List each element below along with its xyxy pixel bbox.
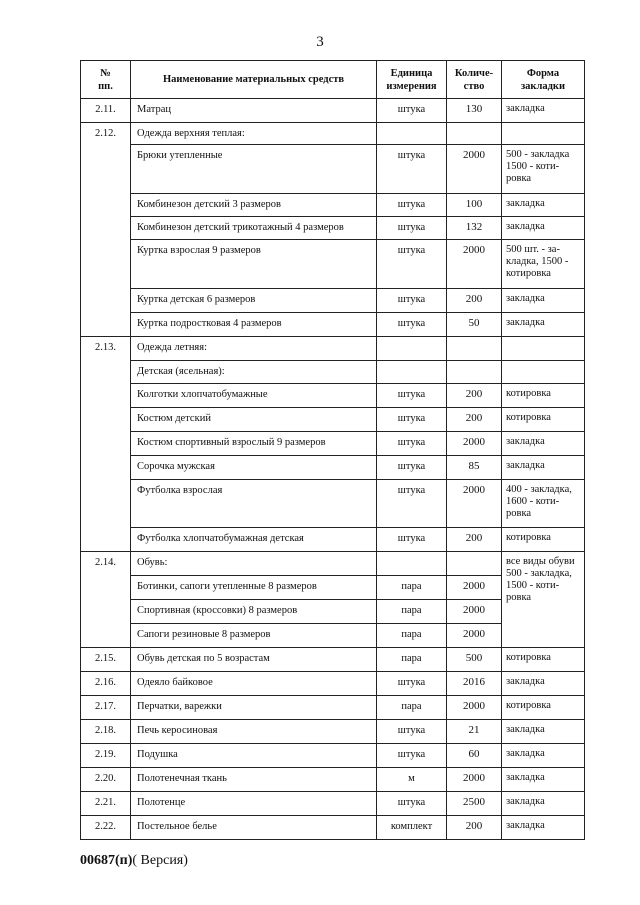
row-qty: [447, 361, 502, 384]
row-form: закладка: [502, 456, 585, 480]
row-name: Матрац: [131, 99, 377, 123]
table-row: [81, 123, 585, 145]
document-code: 00687(п): [80, 853, 133, 868]
row-unit: [377, 361, 447, 384]
table-row: [81, 648, 585, 672]
table-row: [81, 289, 585, 313]
row-num: 2.14.: [81, 552, 131, 648]
row-form: закладка: [502, 816, 585, 840]
row-qty: 200: [447, 528, 502, 552]
row-num: 2.22.: [81, 816, 131, 840]
table-row: [81, 217, 585, 240]
row-form: котировка: [502, 696, 585, 720]
table-row: [81, 145, 585, 194]
row-form: котировка: [502, 384, 585, 408]
row-form: [502, 337, 585, 361]
row-name: Сорочка мужская: [131, 456, 377, 480]
row-unit: штука: [377, 145, 447, 194]
table-row: [81, 361, 585, 384]
row-unit: м: [377, 768, 447, 792]
row-unit: комплект: [377, 816, 447, 840]
row-form: 400 - закладка, 1600 - коти- ровка: [502, 480, 585, 528]
row-unit: штука: [377, 408, 447, 432]
row-form: закладка: [502, 792, 585, 816]
table-row: [81, 432, 585, 456]
row-name: Костюм детский: [131, 408, 377, 432]
row-unit: [377, 123, 447, 145]
table-row: [81, 768, 585, 792]
document-version: ( Версия): [132, 853, 188, 868]
row-qty: 130: [447, 99, 502, 123]
table-row: [81, 456, 585, 480]
row-form: закладка: [502, 217, 585, 240]
row-form: котировка: [502, 648, 585, 672]
row-form: [502, 361, 585, 384]
row-name: Костюм спортивный взрослый 9 размеров: [131, 432, 377, 456]
table-row: [81, 384, 585, 408]
row-name: Колготки хлопчатобумажные: [131, 384, 377, 408]
row-num: 2.13.: [81, 337, 131, 552]
page-number: 3: [316, 34, 324, 50]
row-name: Комбинезон детский 3 размеров: [131, 194, 377, 217]
row-qty: 132: [447, 217, 502, 240]
row-name: Постельное белье: [131, 816, 377, 840]
row-qty: [447, 552, 502, 576]
row-qty: 2500: [447, 792, 502, 816]
row-qty: 2000: [447, 240, 502, 289]
table-row: [81, 313, 585, 337]
row-name: Куртка детская 6 размеров: [131, 289, 377, 313]
table-row: [81, 408, 585, 432]
row-num: 2.20.: [81, 768, 131, 792]
row-num: 2.12.: [81, 123, 131, 337]
table-row: [81, 792, 585, 816]
document-footer: [80, 853, 188, 869]
row-qty: 2000: [447, 576, 502, 600]
row-name: Спортивная (кроссовки) 8 размеров: [131, 600, 377, 624]
row-name: Комбинезон детский трикотажный 4 размеров: [131, 217, 377, 240]
row-qty: 100: [447, 194, 502, 217]
row-unit: штука: [377, 313, 447, 337]
row-unit: штука: [377, 99, 447, 123]
row-unit: штука: [377, 217, 447, 240]
table-row: [81, 194, 585, 217]
row-name: Ботинки, сапоги утепленные 8 размеров: [131, 576, 377, 600]
row-qty: 2000: [447, 768, 502, 792]
row-name: Детская (ясельная):: [131, 361, 377, 384]
materials-table: [80, 60, 585, 840]
row-name: Сапоги резиновые 8 размеров: [131, 624, 377, 648]
table-header-row: [81, 61, 585, 99]
row-unit: [377, 552, 447, 576]
row-unit: [377, 337, 447, 361]
row-num: 2.16.: [81, 672, 131, 696]
row-name: Одеяло байковое: [131, 672, 377, 696]
row-qty: 2016: [447, 672, 502, 696]
row-name: Куртка подростковая 4 размеров: [131, 313, 377, 337]
row-qty: [447, 123, 502, 145]
row-form: котировка: [502, 528, 585, 552]
row-form: закладка: [502, 289, 585, 313]
row-qty: [447, 337, 502, 361]
row-form: закладка: [502, 672, 585, 696]
row-num: 2.18.: [81, 720, 131, 744]
row-qty: 60: [447, 744, 502, 768]
row-num: 2.19.: [81, 744, 131, 768]
table-row: [81, 99, 585, 123]
table-row: [81, 240, 585, 289]
row-unit: штука: [377, 289, 447, 313]
row-num: 2.17.: [81, 696, 131, 720]
row-name: Подушка: [131, 744, 377, 768]
row-qty: 200: [447, 408, 502, 432]
row-qty: 2000: [447, 432, 502, 456]
row-form: [502, 123, 585, 145]
header-unit: Единица измерения: [377, 61, 447, 99]
row-qty: 50: [447, 313, 502, 337]
table-row: [81, 696, 585, 720]
row-unit: пара: [377, 600, 447, 624]
row-form: закладка: [502, 720, 585, 744]
row-name: Одежда летняя:: [131, 337, 377, 361]
row-unit: штука: [377, 240, 447, 289]
row-name: Обувь детская по 5 возрастам: [131, 648, 377, 672]
row-name: Одежда верхняя теплая:: [131, 123, 377, 145]
table-row: [81, 744, 585, 768]
row-unit: штука: [377, 744, 447, 768]
row-unit: штука: [377, 432, 447, 456]
row-unit: штука: [377, 720, 447, 744]
table-row: [81, 528, 585, 552]
row-name: Печь керосиновая: [131, 720, 377, 744]
row-form: закладка: [502, 432, 585, 456]
row-qty: 200: [447, 289, 502, 313]
row-name: Полотенце: [131, 792, 377, 816]
row-name: Обувь:: [131, 552, 377, 576]
row-form: котировка: [502, 408, 585, 432]
row-unit: штука: [377, 456, 447, 480]
row-unit: пара: [377, 648, 447, 672]
table-row: [81, 480, 585, 528]
row-name: Брюки утепленные: [131, 145, 377, 194]
row-form: закладка: [502, 194, 585, 217]
row-qty: 21: [447, 720, 502, 744]
row-form: закладка: [502, 744, 585, 768]
row-unit: штука: [377, 480, 447, 528]
header-name: Наименование материальных средств: [131, 61, 377, 99]
row-unit: пара: [377, 576, 447, 600]
table-row: [81, 552, 585, 576]
row-num: 2.15.: [81, 648, 131, 672]
table-row: [81, 816, 585, 840]
row-unit: пара: [377, 696, 447, 720]
row-unit: штука: [377, 194, 447, 217]
row-qty: 500: [447, 648, 502, 672]
row-qty: 2000: [447, 600, 502, 624]
row-name: Перчатки, варежки: [131, 696, 377, 720]
row-unit: штука: [377, 528, 447, 552]
row-form: все виды обуви 500 - закладка, 1500 - коти- ровка: [502, 552, 585, 648]
row-form: 500 - закладка 1500 - коти- ровка: [502, 145, 585, 194]
row-qty: 2000: [447, 624, 502, 648]
row-unit: пара: [377, 624, 447, 648]
header-qty: Количе- ство: [447, 61, 502, 99]
row-qty: 2000: [447, 696, 502, 720]
row-num: 2.11.: [81, 99, 131, 123]
row-form: закладка: [502, 768, 585, 792]
row-form: 500 шт. - за- кладка, 1500 - котировка: [502, 240, 585, 289]
row-qty: 2000: [447, 480, 502, 528]
row-num: 2.21.: [81, 792, 131, 816]
materials-table-wrapper: [80, 60, 584, 840]
row-name: Полотенечная ткань: [131, 768, 377, 792]
row-qty: 2000: [447, 145, 502, 194]
row-name: Куртка взрослая 9 размеров: [131, 240, 377, 289]
row-name: Футболка хлопчатобумажная детская: [131, 528, 377, 552]
row-unit: штука: [377, 384, 447, 408]
row-form: закладка: [502, 313, 585, 337]
row-form: закладка: [502, 99, 585, 123]
row-unit: штука: [377, 792, 447, 816]
table-row: [81, 720, 585, 744]
table-row: [81, 672, 585, 696]
row-unit: штука: [377, 672, 447, 696]
header-num: № пп.: [81, 61, 131, 99]
row-name: Футболка взрослая: [131, 480, 377, 528]
row-qty: 85: [447, 456, 502, 480]
header-form: Форма закладки: [502, 61, 585, 99]
table-row: [81, 337, 585, 361]
row-qty: 200: [447, 816, 502, 840]
row-qty: 200: [447, 384, 502, 408]
